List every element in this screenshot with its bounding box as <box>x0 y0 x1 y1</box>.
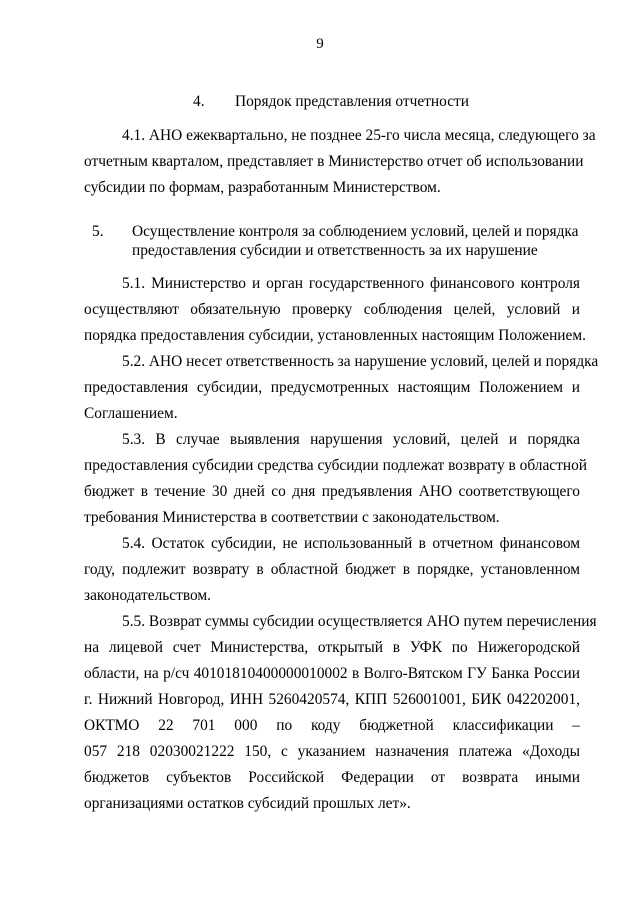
page-number: 9 <box>316 36 324 52</box>
paragraph-line: 5.2. АНО несет ответственность за нарушение условий, целей и порядка <box>122 353 599 370</box>
paragraph-5-1 <box>84 271 586 349</box>
paragraph-line: субсидии по формам, разработанным Министерством. <box>84 179 441 196</box>
section-5-title-line-2: предоставления субсидии и ответственность за их нарушение <box>132 242 538 259</box>
paragraph-line: отчетным кварталом, представляет в Министерство отчет об использовании <box>84 153 584 170</box>
paragraph-line: бюджетов субъектов Российской Федерации от возврата иными <box>84 769 580 786</box>
paragraph-line: 5.3. В случае выявления нарушения условий, целей и порядка <box>122 431 580 448</box>
paragraph-line: законодательством. <box>84 587 212 604</box>
paragraph-line: области, на р/сч 40101810400000010002 в Волго-Вятском ГУ Банка России <box>84 665 580 682</box>
paragraph-line: порядка предоставления субсидии, установленных настоящим Положением. <box>84 327 586 344</box>
section-4-number: 4. <box>193 93 205 110</box>
paragraph-line: 5.5. Возврат суммы субсидии осуществляется АНО путем перечисления <box>122 613 597 630</box>
paragraph-line: предоставления субсидии средства субсидии подлежат возврату в областной <box>84 457 588 474</box>
paragraph-line: на лицевой счет Министерства, открытый в УФК по Нижегородской <box>84 639 580 656</box>
paragraph-5-4 <box>84 531 580 609</box>
section-5-title-line-1: Осуществление контроля за соблюдением условий, целей и порядка <box>132 223 579 240</box>
paragraph-4-1 <box>84 123 596 201</box>
paragraph-line: 5.1. Министерство и орган государственного финансового контроля <box>122 275 580 292</box>
paragraph-line: требования Министерства в соответствии с законодательством. <box>84 509 500 526</box>
paragraph-5-2 <box>84 349 599 427</box>
paragraph-line: Соглашением. <box>84 405 178 422</box>
section-5-number: 5. <box>92 223 104 240</box>
paragraph-line: осуществляют обязательную проверку соблюдения целей, условий и <box>84 301 580 318</box>
paragraph-line: 5.4. Остаток субсидии, не использованный в отчетном финансовом <box>122 535 580 552</box>
paragraph-line: году, подлежит возврату в областной бюджет в порядке, установленном <box>84 561 580 578</box>
paragraph-5-3 <box>84 427 588 531</box>
paragraph-line: ОКТМО 22 701 000 по коду бюджетной классификации – <box>84 717 580 734</box>
paragraph-line: бюджет в течение 30 дней со дня предъявления АНО соответствующего <box>84 483 580 500</box>
paragraph-line: 057 218 02030021222 150, с указанием назначения платежа «Доходы <box>84 743 580 760</box>
section-4-title: Порядок представления отчетности <box>235 93 470 110</box>
paragraph-line: предоставления субсидии, предусмотренных настоящим Положением и <box>84 379 580 396</box>
paragraph-line: г. Нижний Новгород, ИНН 5260420574, КПП 526001001, БИК 042202001, <box>84 691 580 708</box>
paragraph-line: организациями остатков субсидий прошлых лет». <box>84 795 411 812</box>
paragraph-5-5 <box>84 609 597 817</box>
paragraph-line: 4.1. АНО ежеквартально, не позднее 25-го числа месяца, следующего за <box>122 127 596 144</box>
